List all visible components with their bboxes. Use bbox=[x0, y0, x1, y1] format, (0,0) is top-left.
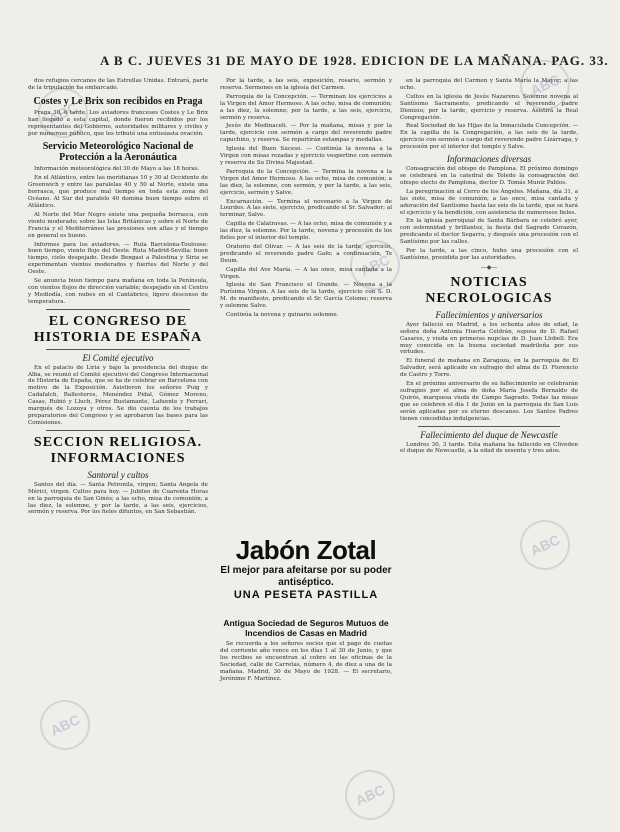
column2-paragraph: Por la tarde, a las seis, exposición, rosario, sermón y reserva. Sermones en la iglesia del Carmen. bbox=[220, 78, 392, 91]
column3-paragraph: Real Sociedad de las Hijas de la Inmaculada Concepción. — En la capilla de la Congregación, a las seis de la tarde, ejercicio con sermón a cargo del reverendo padre Lizárraga, y procesión por el interior del templo y Salve. bbox=[400, 123, 578, 151]
abc-watermark-stamp: ABC bbox=[512, 52, 578, 118]
column2-paragraph: Continúa la novena y quinario solemne. bbox=[226, 312, 339, 319]
necrology-paragraph: Ayer falleció en Madrid, a los ochenta años de edad, la señora doña Antonia Huerta Celdrán, esposa de D. Rafael Casares, y viuda en primeras nupcias de D. Juan Llobell. Era muy conocida en la buena sociedad madrileña por sus virtudes. bbox=[400, 321, 578, 356]
servicio-subhead: Información meteorológica del 30 de Mayo a las 18 horas. bbox=[34, 166, 200, 173]
column2-paragraph: Iglesia de San Francisco el Grande. — Novena a la Purísima Virgen. A las seis de la tarde, ejercicio con S. D. M. de manifiesto, predicando el Sr. García Colomo; reserva y solemne Salve. bbox=[220, 282, 392, 310]
column3-paragraph: Cultos en la iglesia de Jesús Nazareno. Solemne novena al Santísimo Sacramento, predicando el reverendo padre Dionisio; por la tarde, ejercicio y reserva. Asistirá la Real Congregación. bbox=[400, 93, 578, 121]
column2-paragraph: Capilla de Calatravas. — A las ocho, misa de comunión y a las diez, la solemne. Por la tarde, novena y procesión de los fieles por el interior del templo. bbox=[220, 221, 392, 242]
abc-watermark-stamp: ABC bbox=[337, 762, 403, 828]
divider bbox=[46, 349, 190, 350]
jabon-zotal-advertisement bbox=[218, 535, 394, 613]
abc-watermark-stamp: ABC bbox=[32, 692, 98, 758]
subhead-duque-newcastle: Fallecimiento del duque de Newcastle bbox=[420, 429, 558, 440]
divider bbox=[46, 430, 190, 431]
subhead-fallecimientos: Fallecimientos y aniversarios bbox=[435, 309, 543, 320]
ad-brand: Jabón Zotal bbox=[235, 535, 377, 565]
column-1 bbox=[28, 78, 208, 823]
info-paragraph: En la iglesia parroquial de Santa Bárbara se celebró ayer, con solemnidad y brillantez, la fiesta del Sagrado Corazón, predicando el doctor Segarra, y después una procesión con el Santísimo por las calles. bbox=[400, 218, 578, 246]
column2-paragraph: Capilla del Ave María. — A las once, misa cantada a la Virgen. bbox=[220, 266, 392, 280]
subhead-comite: El Comité ejecutivo bbox=[82, 352, 154, 363]
column2-paragraph: Oratorio del Olivar. — A las seis de la tarde, ejercicio, predicando el reverendo padre Gafo; a continuación, Te Deum. bbox=[220, 243, 392, 264]
ornament-divider: —◆— bbox=[480, 263, 498, 271]
divider bbox=[46, 309, 190, 310]
servicio-paragraph: En el Atlántico, entre las meridianas 10 y 30 al Occidente de Greenwich y entre las paralelas 40 y 50 al Norte, existe una borrasca, que produce mal tiempo en toda esta zona del Océano. Al Sur del paralelo 40 domina buen tiempo sobre el Atlántico. bbox=[28, 175, 208, 209]
info-paragraph: La peregrinación al Cerro de los Ángeles. Mañana, día 31, a las siete, misa de comunión; a las once, misa cantada y adoración del Santísimo hasta las seis de la tarde, que se hará el ejercicio y la bendición, con asistencia de numerosos fieles. bbox=[400, 188, 578, 216]
necrology-paragraph: En el próximo aniversario de su fallecimiento se celebrarán sufragios por el alma de doña María Josefa Bernaldo de Quirós, marquesa viuda de Campo Sagrado. Todas las misas que se celebren el día 1 de Junio en la parroquia de San Luis serán aplicadas por su eterno descanso. Los Santos Padres tienen concedidas indulgencias. bbox=[400, 381, 578, 422]
ad-price: UNA PESETA PASTILLA bbox=[233, 589, 379, 601]
column2-paragraph: Jesús de Medinaceli. — Por la mañana, misas y por la tarde, ejercicio con sermón a cargo del reverendo padre capuchino, y reserva. Se repartirán estampas y medallas. bbox=[220, 123, 392, 144]
column3-paragraph: en la parroquia del Carmen y Santa María la Mayor; a las ocho. bbox=[400, 78, 578, 91]
column2-paragraph: Parroquia de la Concepción. — Terminan los ejercicios a la Virgen del Amor Hermoso. A las ocho, misa de comunión; a las diez, la solemne; por la tarde, a las seis, ejercicio, sermón y reserva. bbox=[220, 93, 392, 121]
column2-paragraph: Parroquia de la Concepción. — Termina la novena a la Virgen del Amor Hermoso. A las ocho, misa de comunión; a las diez, la solemne, con sermón, y por la tarde, a las seis, ejercicio, sermón y Salve. bbox=[220, 168, 392, 196]
headline-noticias-necrologicas: NOTICIAS NECROLOGICAS bbox=[425, 274, 553, 306]
headline-servicio-meteorologico: Servicio Meteorológico Nacional de Protección a la Aeronáutica bbox=[42, 141, 194, 164]
lead-paragraph: dos refugios cercanos de las Estrellas Unidas. Entrará, parte de la tripulación ha embarcado. bbox=[28, 78, 208, 91]
column2-paragraph: Encarnación. — Termina el novenario a la Virgen de Lourdes. A las siete, ejercicio, predicando el Sr. Salvador; al terminar, Salve. bbox=[220, 198, 392, 219]
headline-seguros-mutuos: Antigua Sociedad de Seguros Mutuos de Incendios de Casas en Madrid bbox=[223, 618, 389, 638]
abc-watermark-stamp: ABC bbox=[30, 80, 96, 146]
servicio-paragraph: Al Norte del Mar Negro existe una pequeña borrasca, con viento moderado; sobre las Islas Británicas y sobre el Norte de Francia y el Mediterráneo las presiones son altas y el tiempo en general es bueno. bbox=[28, 211, 208, 239]
subhead-informaciones-diversas: Informaciones diversas bbox=[446, 154, 532, 165]
headline-congreso-historia: EL CONGRESO DE HISTORIA DE ESPAÑA bbox=[33, 313, 203, 345]
column-3 bbox=[400, 78, 578, 823]
column-2-bottom bbox=[220, 615, 392, 825]
costes-paragraph: Praga 30, 6 tarde. Los aviadores franceses Costes y Le Brix han llegado a esta capital, donde fueron recibidos por los representantes del Gobierno, autoridades militares y civiles y por numeroso público, que les tributó una entusiasta ovación. bbox=[28, 109, 208, 137]
duque-paragraph: Londres 30, 3 tarde. Esta mañana ha fallecido en Cliveden el duque de Newcastle, a la edad de sesenta y tres años. bbox=[400, 441, 578, 455]
subhead-santoral: Santoral y cultos bbox=[87, 469, 149, 480]
headline-seccion-religiosa: SECCION RELIGIOSA. INFORMACIONES bbox=[33, 434, 203, 466]
info-paragraph: Consagración del obispo de Pamplona. El próximo domingo se celebrará en la catedral de Toledo la consagración del obispo electo de Pamplona, doctor D. Tomás Muniz Pablos. bbox=[400, 166, 578, 186]
column-2 bbox=[220, 78, 392, 550]
abc-watermark-stamp: ABC bbox=[512, 512, 578, 578]
ad-slogan: El mejor para afeitarse por su poder antiséptico. bbox=[220, 565, 392, 588]
headline-costes: Costes y Le Brix son recibidos en Praga bbox=[33, 95, 203, 107]
page-masthead: A B C. JUEVES 31 DE MAYO DE 1928. EDICION DE LA MAÑANA. PAG. 33. bbox=[100, 53, 609, 68]
necrology-paragraph: El funeral de mañana en Zaragoza, en la parroquia de El Salvador, será aplicado en sufragio del alma de D. Florencio de Castro y Torre. bbox=[400, 358, 578, 379]
santoral-paragraph: Santos del día. — Santa Petronila, virgen; Santa Angela de Mérici, virgen. Cultos para hoy. — Jubileo de Cuarenta Horas en la parroquia de San Ginés; a las ocho, misa de comunión; a las diez, la solemne, y por la tarde, a las seis, ejercicios, sermón y reserva. Por los fieles difuntos, en San Sebastián. bbox=[28, 481, 208, 516]
comite-paragraph: En el palacio de Liria y bajo la presidencia del duque de Alba, se reunió el Comité ejecutivo del Congreso Internacional de Historia de España, que se ha de celebrar en Barcelona con motivo de la Exposición. Asistieron los señores Puig y Cadafalch, Ballesteros, Menéndez Pidal, Gómez Moreno, Casas, Rubió y Lluch, Pérez Bustamante, Lafuente y Ferrari, marqués de Lozoya y otros. Se dio cuenta de los trabajos preparatorios del Congreso y se aprobaron las bases para las Comisiones. bbox=[28, 364, 208, 426]
column2-paragraph: Iglesia del Buen Suceso. — Continúa la novena a la Virgen con misas rezadas y ejercicio vespertino con sermón y reserva de Su Divina Majestad. bbox=[220, 146, 392, 166]
info-paragraph: Por la tarde, a las cinco, hubo una procesión con el Santísimo, presidida por las autoridades. bbox=[400, 248, 578, 261]
seguros-paragraph: Se recuerda a los señores socios que el pago de cuotas del corriente año vence en los días 1 al 30 de Junio, y que los recibos se encuentran al cobro en las oficinas de la Sociedad, calle de Carretas, número 4, de diez a una de la mañana. Madrid, 30 de Mayo de 1928. — El secretario, Jerónimo F. Martínez. bbox=[220, 641, 392, 682]
servicio-paragraph: Informes para los aviadores. — Ruta Barcelona-Toulouse: buen tiempo, viento flojo del Oeste. Ruta Madrid-Sevilla: buen tiempo, cielo despejado. Desde Bengasi a Palestina y Siria se experimentan vientos moderados y fuertes del Norte y del Oeste. bbox=[28, 241, 208, 276]
divider bbox=[418, 426, 560, 427]
abc-watermark-stamp: ABC bbox=[342, 232, 408, 298]
servicio-paragraph: Se anuncia buen tiempo para mañana en toda la Península, con vientos flojos de dirección variable; despejado en el Centro y Mediodía, con nubes en el Cantábrico, ligero descenso de temperatura. bbox=[28, 278, 208, 305]
